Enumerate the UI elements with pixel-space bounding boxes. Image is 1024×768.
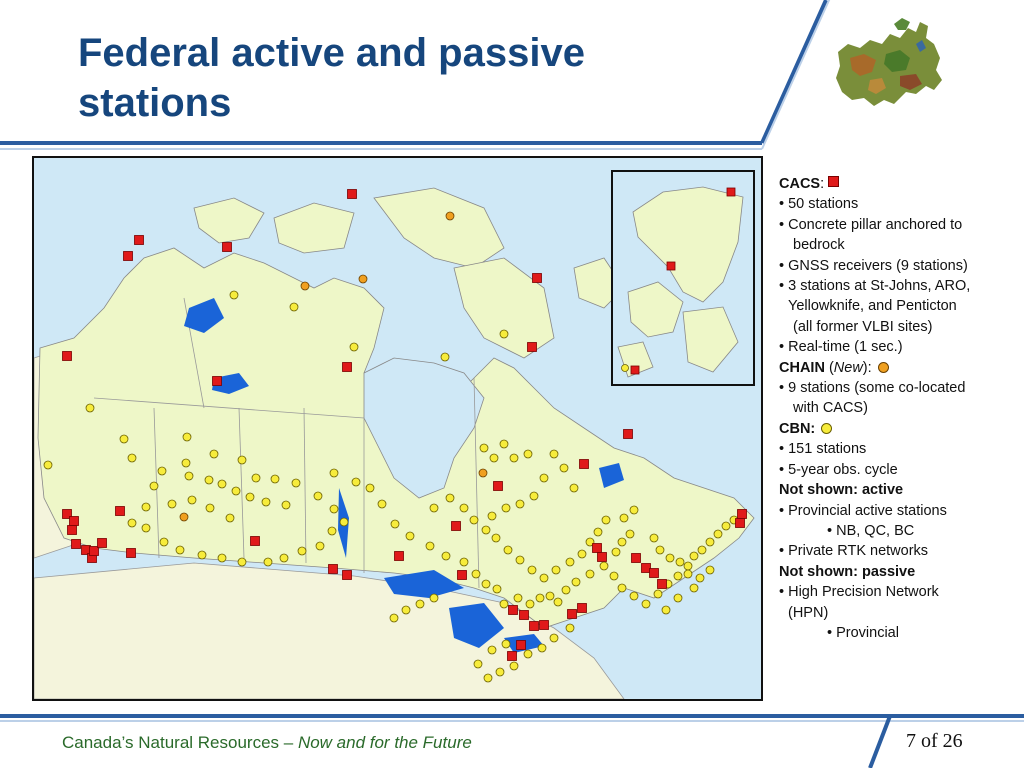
cacs-station-marker — [568, 610, 577, 619]
legend-line: Not shown: passive — [779, 563, 916, 580]
cbn-station-marker — [484, 674, 492, 682]
cbn-station-marker — [488, 646, 496, 654]
cbn-station-marker — [538, 644, 546, 652]
cbn-station-marker — [572, 578, 580, 586]
cacs-station-marker — [98, 539, 107, 548]
cacs-station-marker — [533, 274, 542, 283]
cbn-station-marker — [446, 494, 454, 502]
cbn-station-marker — [232, 487, 240, 495]
cbn-station-marker — [560, 464, 568, 472]
cbn-station-marker — [330, 469, 338, 477]
legend-line: • 3 stations at St-Johns, ARO, — [779, 278, 971, 295]
cbn-station-marker — [158, 467, 166, 475]
cbn-station-marker — [676, 558, 684, 566]
cbn-station-marker — [650, 534, 658, 542]
cbn-station-marker — [528, 566, 536, 574]
cbn-station-marker — [142, 503, 150, 511]
cbn-station-marker — [684, 562, 692, 570]
cacs-station-marker — [251, 537, 260, 546]
cbn-station-marker — [540, 574, 548, 582]
legend-line: Yellowknife, and Penticton — [788, 298, 957, 315]
cacs-station-marker — [727, 188, 735, 196]
cbn-station-marker — [430, 504, 438, 512]
cacs-station-marker — [124, 252, 133, 261]
cbn-station-marker — [524, 650, 532, 658]
legend-line: • 9 stations (some co-located — [779, 380, 966, 397]
cbn-station-marker — [198, 551, 206, 559]
cbn-station-marker — [205, 476, 213, 484]
cacs-station-marker — [667, 262, 675, 270]
canada-map-logo — [830, 14, 950, 124]
cbn-station-marker — [504, 546, 512, 554]
cbn-station-marker — [562, 586, 570, 594]
footer-org: Canada’s Natural Resources – — [62, 733, 298, 752]
cbn-station-marker — [176, 546, 184, 554]
cacs-station-marker — [116, 507, 125, 516]
cbn-station-marker — [696, 574, 704, 582]
cbn-station-marker — [666, 554, 674, 562]
cbn-station-marker — [402, 606, 410, 614]
cacs-station-marker — [343, 571, 352, 580]
cbn-station-marker — [226, 514, 234, 522]
cbn-station-marker — [516, 500, 524, 508]
cacs-marker-icon — [828, 176, 839, 187]
cbn-station-marker — [230, 291, 238, 299]
cbn-station-marker — [188, 496, 196, 504]
cbn-station-marker — [674, 572, 682, 580]
cacs-station-marker — [658, 580, 667, 589]
cbn-station-marker — [206, 504, 214, 512]
cacs-station-marker — [528, 343, 537, 352]
cbn-station-marker — [618, 584, 626, 592]
cbn-station-marker — [656, 546, 664, 554]
cbn-station-marker — [674, 594, 682, 602]
cbn-station-marker — [316, 542, 324, 550]
footer-tagline — [62, 733, 472, 753]
legend-chain-heading: CHAIN (New): — [779, 358, 1019, 378]
legend-line: (all former VLBI sites) — [793, 318, 933, 335]
cacs-station-marker — [395, 552, 404, 561]
cbn-station-marker — [626, 530, 634, 538]
cacs-station-marker — [578, 604, 587, 613]
cbn-station-marker — [566, 624, 574, 632]
cbn-station-marker — [128, 454, 136, 462]
cbn-station-marker — [622, 365, 629, 372]
legend-line: • NB, QC, BC — [827, 522, 915, 539]
cbn-station-marker — [150, 482, 158, 490]
cbn-station-marker — [330, 505, 338, 513]
legend-line: • 50 stations — [779, 196, 859, 213]
cbn-station-marker — [482, 526, 490, 534]
cbn-station-marker — [500, 330, 508, 338]
chain-station-marker — [301, 282, 309, 290]
legend-line: • Real-time (1 sec.) — [779, 339, 903, 356]
cacs-station-marker — [632, 554, 641, 563]
cbn-station-marker — [510, 454, 518, 462]
cbn-station-marker — [292, 479, 300, 487]
slide-title — [78, 28, 718, 128]
cbn-station-marker — [44, 461, 52, 469]
cbn-station-marker — [554, 598, 562, 606]
cbn-station-marker — [706, 566, 714, 574]
cbn-station-marker — [514, 594, 522, 602]
page-number: 7 of 26 — [906, 730, 963, 752]
cacs-station-marker — [624, 430, 633, 439]
cbn-station-marker — [586, 570, 594, 578]
cbn-station-marker — [160, 538, 168, 546]
map-legend — [779, 174, 1019, 643]
cacs-station-marker — [517, 641, 526, 650]
cbn-station-marker — [340, 518, 348, 526]
legend-line: • 5-year obs. cycle — [779, 461, 898, 478]
chain-station-marker — [446, 212, 454, 220]
cbn-station-marker — [500, 600, 508, 608]
cbn-station-marker — [516, 556, 524, 564]
cbn-station-marker — [502, 504, 510, 512]
cbn-station-marker — [600, 562, 608, 570]
cbn-station-marker — [550, 634, 558, 642]
legend-line: • Concrete pillar anchored to — [779, 216, 963, 233]
arctic-inset-svg — [613, 172, 753, 384]
chain-station-marker — [180, 513, 188, 521]
cacs-station-marker — [70, 517, 79, 526]
cbn-station-marker — [480, 444, 488, 452]
cacs-station-marker — [458, 571, 467, 580]
cbn-station-marker — [662, 606, 670, 614]
cacs-station-marker — [520, 611, 529, 620]
cacs-station-marker — [540, 621, 549, 630]
cbn-station-marker — [620, 514, 628, 522]
cbn-station-marker — [350, 343, 358, 351]
station-map — [32, 156, 763, 701]
chain-station-marker — [479, 469, 487, 477]
cbn-station-marker — [378, 500, 386, 508]
cbn-station-marker — [536, 594, 544, 602]
cbn-station-marker — [492, 534, 500, 542]
cbn-station-marker — [280, 554, 288, 562]
chain-marker-icon — [878, 362, 889, 373]
cacs-station-marker — [329, 565, 338, 574]
footer-slogan: Now and for the Future — [297, 733, 472, 752]
cbn-station-marker — [630, 506, 638, 514]
cbn-station-marker — [493, 585, 501, 593]
cacs-station-marker — [508, 652, 517, 661]
cacs-station-marker — [72, 540, 81, 549]
cbn-station-marker — [264, 558, 272, 566]
cbn-station-marker — [566, 558, 574, 566]
cacs-station-marker — [127, 549, 136, 558]
cbn-station-marker — [441, 353, 449, 361]
cacs-station-marker — [530, 622, 539, 631]
cacs-station-marker — [593, 544, 602, 553]
cbn-station-marker — [352, 478, 360, 486]
legend-line: • Provincial — [827, 624, 899, 641]
cbn-station-marker — [570, 484, 578, 492]
cbn-station-marker — [612, 548, 620, 556]
cbn-station-marker — [470, 516, 478, 524]
cbn-station-marker — [490, 454, 498, 462]
cbn-station-marker — [698, 546, 706, 554]
cbn-station-marker — [252, 474, 260, 482]
cbn-station-marker — [578, 550, 586, 558]
cacs-station-marker — [738, 510, 747, 519]
chain-station-marker — [359, 275, 367, 283]
legend-line: • GNSS receivers (9 stations) — [779, 257, 968, 274]
cbn-station-marker — [271, 475, 279, 483]
cbn-station-marker — [472, 570, 480, 578]
cbn-station-marker — [314, 492, 322, 500]
cbn-station-marker — [482, 580, 490, 588]
cbn-station-marker — [183, 433, 191, 441]
cacs-station-marker — [213, 377, 222, 386]
cbn-station-marker — [168, 500, 176, 508]
cbn-station-marker — [526, 600, 534, 608]
cacs-station-marker — [580, 460, 589, 469]
cacs-station-marker — [343, 363, 352, 372]
legend-line: • Provincial active stations — [779, 502, 947, 519]
cbn-station-marker — [120, 435, 128, 443]
cbn-station-marker — [430, 594, 438, 602]
legend-cbn-heading: CBN: — [779, 419, 1019, 439]
cbn-station-marker — [540, 474, 548, 482]
cacs-station-marker — [348, 190, 357, 199]
cacs-station-marker — [135, 236, 144, 245]
cbn-station-marker — [500, 440, 508, 448]
cbn-station-marker — [328, 527, 336, 535]
cacs-station-marker — [223, 243, 232, 252]
cbn-station-marker — [594, 528, 602, 536]
cbn-station-marker — [706, 538, 714, 546]
cacs-station-marker — [68, 526, 77, 535]
cacs-station-marker — [650, 569, 659, 578]
cacs-station-marker — [63, 352, 72, 361]
cbn-station-marker — [530, 492, 538, 500]
cacs-station-marker — [509, 606, 518, 615]
cbn-station-marker — [496, 668, 504, 676]
cbn-station-marker — [128, 519, 136, 527]
cbn-station-marker — [238, 456, 246, 464]
cbn-station-marker — [550, 450, 558, 458]
legend-line: • High Precision Network — [779, 584, 939, 601]
cbn-station-marker — [142, 524, 150, 532]
cbn-station-marker — [86, 404, 94, 412]
cbn-station-marker — [642, 600, 650, 608]
cbn-station-marker — [426, 542, 434, 550]
cbn-station-marker — [218, 480, 226, 488]
cbn-station-marker — [210, 450, 218, 458]
cbn-station-marker — [298, 547, 306, 555]
cbn-station-marker — [406, 532, 414, 540]
cbn-station-marker — [238, 558, 246, 566]
cbn-station-marker — [610, 572, 618, 580]
cbn-station-marker — [390, 614, 398, 622]
cbn-station-marker — [218, 554, 226, 562]
legend-line: • 151 stations — [779, 441, 867, 458]
cbn-station-marker — [714, 530, 722, 538]
cbn-station-marker — [552, 566, 560, 574]
cacs-station-marker — [631, 366, 639, 374]
cbn-station-marker — [630, 592, 638, 600]
cbn-station-marker — [290, 303, 298, 311]
cbn-station-marker — [366, 484, 374, 492]
cbn-station-marker — [602, 516, 610, 524]
cacs-station-marker — [736, 519, 745, 528]
cacs-station-marker — [598, 553, 607, 562]
legend-line: bedrock — [793, 237, 845, 254]
cbn-station-marker — [524, 450, 532, 458]
cacs-station-marker — [452, 522, 461, 531]
cbn-station-marker — [722, 522, 730, 530]
cbn-station-marker — [262, 498, 270, 506]
cbn-station-marker — [182, 459, 190, 467]
legend-line: • Private RTK networks — [779, 543, 929, 560]
arctic-inset-map — [611, 170, 755, 386]
cbn-station-marker — [684, 570, 692, 578]
cbn-station-marker — [502, 640, 510, 648]
cbn-station-marker — [474, 660, 482, 668]
cbn-station-marker — [546, 592, 554, 600]
cbn-station-marker — [654, 590, 662, 598]
legend-cacs-heading: CACS: — [779, 174, 1019, 194]
cbn-station-marker — [690, 584, 698, 592]
cbn-station-marker — [460, 504, 468, 512]
cacs-station-marker — [494, 482, 503, 491]
slide-title-line-2: stations — [78, 81, 232, 125]
cbn-station-marker — [442, 552, 450, 560]
cbn-marker-icon — [821, 423, 832, 434]
cbn-station-marker — [618, 538, 626, 546]
cbn-station-marker — [690, 552, 698, 560]
cbn-station-marker — [282, 501, 290, 509]
cbn-station-marker — [460, 558, 468, 566]
cbn-station-marker — [185, 472, 193, 480]
legend-line: with CACS) — [793, 400, 868, 417]
cbn-station-marker — [488, 512, 496, 520]
legend-line: Not shown: active — [779, 482, 904, 499]
legend-line: (HPN) — [788, 604, 829, 621]
cbn-station-marker — [416, 600, 424, 608]
cbn-station-marker — [510, 662, 518, 670]
slide-title-line-1: Federal active and passive — [78, 31, 585, 75]
cbn-station-marker — [391, 520, 399, 528]
cbn-station-marker — [246, 493, 254, 501]
